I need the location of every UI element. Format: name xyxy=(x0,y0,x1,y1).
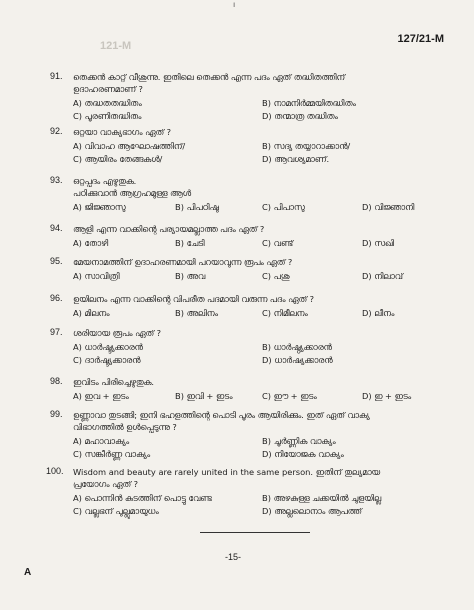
answer-option: B) അലിനം xyxy=(175,308,218,318)
question-text: ഉണ്ണാവാ തുടങ്ങി; ഇനി ഭഹളത്തിന്റെ പൊടി പൂരം ആയിരിക്കും. ഇത് ഏത് വാക്യ xyxy=(73,410,370,420)
answer-option: A) മിലനം xyxy=(73,308,110,318)
answer-option: D) ലീനം xyxy=(362,308,395,318)
answer-option: D) നിലാവ് xyxy=(362,271,403,281)
question-text: വിഭാഗത്തിൽ ഉൾപ്പെടുന്നു ? xyxy=(73,422,177,432)
answer-option: A) തദ്ധതതദ്ധിതം xyxy=(73,98,142,108)
question-number: 96. xyxy=(50,293,63,303)
paper-code: 127/21-M xyxy=(397,33,444,45)
answer-option: D) അല്ലലൊനാം ആപത്ത് xyxy=(262,506,362,516)
answer-option: B) ചേടി xyxy=(175,238,205,248)
answer-option: B) ചൂർണ്ണിക വാക്യം xyxy=(262,436,336,446)
answer-option: A) സാവിത്രി xyxy=(73,271,120,281)
answer-option: C) സങ്കീർണ്ണ വാക്യം xyxy=(73,449,151,459)
faint-header-stamp: 121-M xyxy=(100,40,132,52)
answer-option: A) പൊന്നിൻ കുടത്തിന് പൊട്ടു വേണ്ട xyxy=(73,493,212,503)
question-number: 92. xyxy=(50,126,63,136)
answer-option: D) വിജ്ഞാനി xyxy=(362,202,415,212)
question-number: 93. xyxy=(50,175,63,185)
question-text: ഉയിലനം എന്ന വാക്കിന്റെ വിപരീത പദമായി വരുന്ന പദം ഏത് ? xyxy=(73,294,315,304)
question-text: മേയനാമത്തിന് ഉദാഹരണമായി പറയാവുന്ന രൂപം ഏത് ? xyxy=(73,257,293,267)
answer-option: C) നിമീലനം xyxy=(262,308,308,318)
page-number: -15- xyxy=(225,552,242,562)
answer-option: A) ജിജ്ഞാസു xyxy=(73,202,126,212)
answer-option: B) നാമനിർമ്മയിതദ്ധിതം xyxy=(262,98,356,108)
question-text: ആളി എന്ന വാക്കിന്റെ പര്യായമല്ലാത്ത പദം ഏത് ? xyxy=(73,224,265,234)
question-text: ഇവിടം പിരിച്ചെഴുതുക. xyxy=(73,377,155,387)
question-number: 97. xyxy=(50,327,63,337)
answer-option: C) ദാർഷ്ട്യക്കാരൻ xyxy=(73,355,141,365)
answer-option: D) സഖി xyxy=(362,238,394,248)
answer-option: A) ഇവ + ഇടം xyxy=(73,391,129,401)
answer-option: B) പിപഠിഷു xyxy=(175,202,219,212)
question-number: 99. xyxy=(50,409,63,419)
question-number: 91. xyxy=(50,71,63,81)
answer-option: B) ഇവി + ഇടം xyxy=(175,391,233,401)
question-text: ഒറ്റപ്പദം എഴുതുക. xyxy=(73,176,137,186)
answer-option: A) വിവാഹ ആഘോഷത്തിന്/ xyxy=(73,141,186,151)
answer-option: C) ആയിരം തേങ്ങകൾ/ xyxy=(73,154,163,164)
answer-option: C) ഈ + ഇടം xyxy=(262,391,317,401)
answer-option: B) അഴകുള്ള ചക്കയിൽ ചുളയില്ല xyxy=(262,493,382,503)
end-rule xyxy=(200,532,310,533)
answer-option: C) പശു xyxy=(262,271,290,281)
answer-option: D) ധാർഷ്യക്കാരൻ xyxy=(262,355,333,365)
answer-option: C) വല്ലഭന് പുല്ലുമായുധം xyxy=(73,506,159,516)
question-text: തെക്കൻ കാറ്റ് വീശുന്നു. ഇതിലെ തെക്കൻ എന്ന പദം ഏത് തദ്ധിതത്തിന് xyxy=(73,72,345,82)
top-mark: ı xyxy=(233,0,236,9)
answer-option: D) ആവശ്യമാണ്. xyxy=(262,154,330,164)
question-number: 95. xyxy=(50,256,63,266)
answer-option: C) പൂരണിതദ്ധിതം xyxy=(73,111,142,121)
question-text: ശരിയായ രൂപം ഏത് ? xyxy=(73,328,162,338)
question-text: ഉദാഹരണമാണ് ? xyxy=(73,84,143,94)
answer-option: D) ഇ + ഇടം xyxy=(362,391,412,401)
answer-option: B) ധാർഷ്ഠ്യക്കാരൻ xyxy=(262,342,332,352)
question-number: 100. xyxy=(46,466,64,476)
answer-option: B) അവ xyxy=(175,271,206,281)
question-text: പ്രയോഗം ഏത് ? xyxy=(73,479,139,489)
answer-option: C) വണ്ട് xyxy=(262,238,293,248)
answer-option: A) മഹാവാക്യം xyxy=(73,436,130,446)
answer-option: B) സദ്യ തയ്യാറാക്കാൻ/ xyxy=(262,141,351,151)
answer-option: A) ധാർഷ്ട്യക്കാരൻ xyxy=(73,342,143,352)
answer-option: C) പിപാസു xyxy=(262,202,305,212)
answer-option: D) തന്മാത്ര തദ്ധിതം xyxy=(262,111,338,121)
question-text: പഠിക്കുവാൻ ആഗ്രഹമുള്ള ആൾ xyxy=(73,188,191,198)
question-number: 98. xyxy=(50,376,63,386)
question-number: 94. xyxy=(50,223,63,233)
question-text: Wisdom and beauty are rarely united in the same person. ഇതിന് തുല്യമായ xyxy=(73,467,381,477)
answer-option: D) നിയോജക വാക്യം xyxy=(262,449,344,459)
question-text: ഒറ്റയാ വാക്യഭാഗം ഏത് ? xyxy=(73,127,172,137)
answer-option: A) തോഴി xyxy=(73,238,109,248)
series-letter: A xyxy=(24,567,32,578)
